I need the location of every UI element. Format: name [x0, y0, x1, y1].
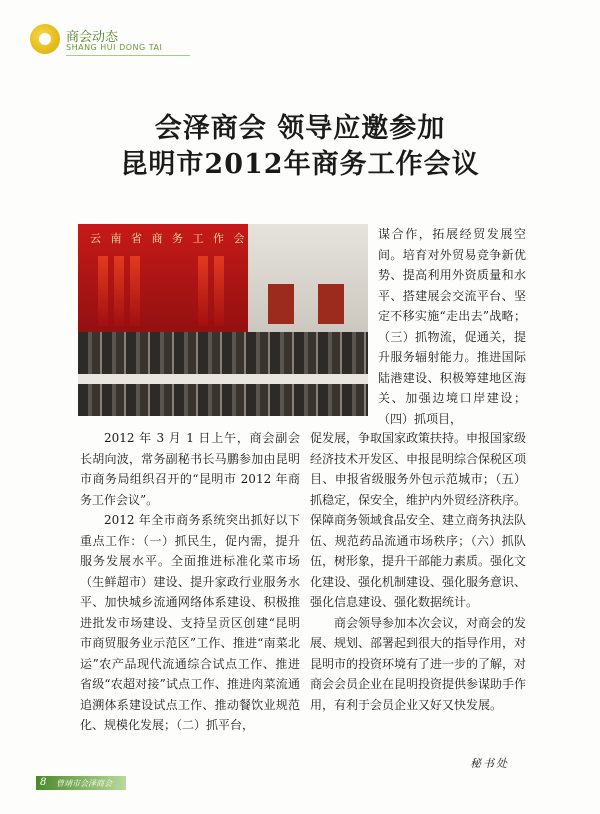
stage-backdrop	[78, 224, 248, 344]
flag	[214, 256, 224, 326]
hall-door	[318, 284, 344, 324]
meeting-photo	[78, 224, 368, 416]
flag	[114, 256, 124, 326]
section-subtitle: SHANG HUI DONG TAI	[66, 43, 163, 52]
hall-door	[268, 284, 294, 324]
signature: 秘书处	[470, 757, 509, 770]
paragraph: 商会领导参加本次会议，对商会的发展、规划、部署起到很大的指导作用，对昆明市的投资环境有了进一步的了解，对商会会员企业在昆明投资提供参谋助手作用，有利于会员企业又好又快发展。	[310, 615, 527, 712]
chamber-logo-icon	[30, 24, 60, 54]
article-column-right	[310, 428, 526, 715]
paragraph: 促发展，争取国家政策扶持。申报国家级经济技术开发区、申报昆明综合保税区项目、申报省级服务外包示范城市；（五）抓稳定，保安全，维护内外贸经济秩序。保障商务领域食品安全、建立商务执法队伍、规范药品流通市场秩序；（六）抓队伍，树形象，提升干部能力素质。强化文化建设、强化机制建设、强化服务意识、强化信息建设、强化数据统计。	[310, 431, 527, 609]
paragraph: 谋合作，拓展经贸发展空间。培育对外贸易竞争新优势、提高利用外资质量和水平、搭建展会交流平台、坚定不移实施“走出去”战略；（三）抓物流，促通关，提升服务辐射能力。推进国际陆港建设、积极筹建地区海关、加强边境口岸建设；（四）抓项目，	[378, 227, 526, 426]
paragraph: 2012 年 3 月 1 日上午，商会副会长胡向波，常务副秘书长马鹏参加由昆明市商务局组织召开的“昆明市 2012 年商务工作会议”。	[80, 431, 300, 507]
section-header	[30, 24, 270, 64]
meeting-tables	[78, 374, 368, 384]
paragraph: 2012 年全市商务系统突出抓好以下重点工作：（一）抓民生，促内需，提升服务发展水平。全面推进标准化菜市场（生鲜超市）建设、提升家政行业服务水平、加快城乡流通网络体系建设、积极推进批发市场建设、支持呈贡区创建“昆明市商贸服务业示范区”工作、推进“南菜北运”农产品现代流通综合试点工作、推进省级“农超对接”试点工作、推进肉菜流通追溯体系建设试点工作、推动餐饮业规范化、规模化发展；（二）抓平台，	[80, 513, 300, 732]
photo-banner-text: 云 南 省 商 务 工 作 会	[90, 232, 248, 245]
flag	[198, 256, 208, 326]
page-number: 8	[40, 777, 47, 788]
section-underline	[66, 55, 190, 56]
section-title: 商会动态	[66, 30, 119, 45]
flag	[98, 256, 108, 326]
article-title-line1: 会泽商会 领导应邀参加	[154, 113, 446, 144]
flag	[130, 256, 140, 326]
page-footer	[36, 776, 126, 790]
article-column-left	[80, 428, 300, 736]
hall-wall	[248, 224, 368, 344]
article-column-right-top	[378, 224, 526, 429]
footer-text: 曾靖市会泽商会	[56, 779, 112, 788]
article-title-line2: 昆明市2012年商务工作会议	[120, 149, 480, 180]
